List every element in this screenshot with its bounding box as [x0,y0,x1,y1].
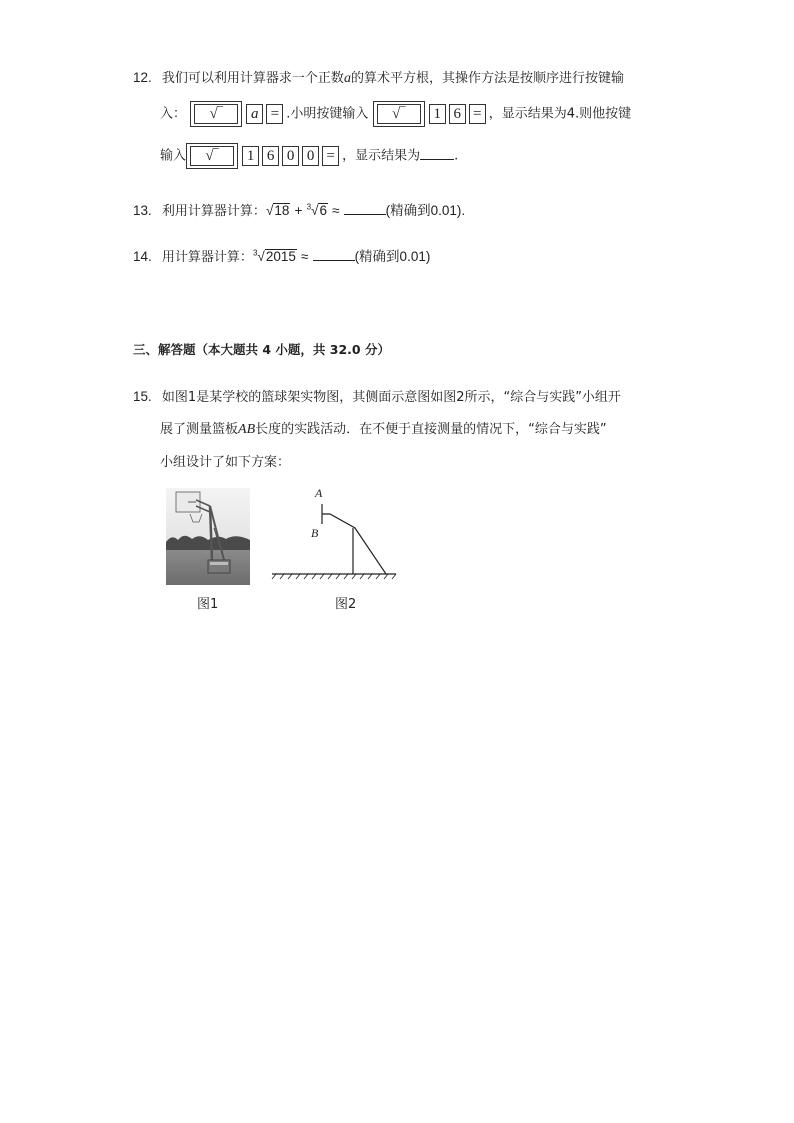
q15-line3 [160,451,290,470]
section-3-title: 三、解答题（本大题共 4 小题，共 32.0 分） [133,342,390,357]
figure-2-label-a: A [315,486,323,500]
key-sqrt: √‾ [194,104,238,124]
key-sqrt-frame-2 [373,101,425,127]
key-equals-2: = [469,104,486,124]
q13-root-index: 3 [306,202,312,212]
figure-1-photo [166,488,250,585]
q14-answer-blank [313,259,355,261]
q13-text: 利用计算器计算： [161,204,266,219]
q13-line [133,199,465,219]
q15-number: 15. [133,389,152,404]
figure-2-diagram [268,484,398,580]
q12-line2 [160,101,631,128]
key-1-b: 1 [242,146,259,166]
support-arm [322,514,386,574]
q13-sqrt-sign: √ [265,203,274,218]
figure-2-caption: 图2 [335,597,357,612]
q12-var-a: a [343,71,351,86]
key-1: 1 [429,104,446,124]
q12-line3 [160,143,458,170]
q12-number: 12. [133,70,152,85]
q13-plus: + [294,203,303,218]
q13-sqrt-sign-2: √ [311,203,319,218]
figure-2-label-b: B [311,526,319,540]
q15-text-3: 小组设计了如下方案： [160,455,291,470]
key-6-b: 6 [262,146,279,166]
q13-radicand-2: 6 [319,203,327,218]
q12-line1 [133,67,624,87]
q15-line1 [133,386,621,405]
q12-line3-end: . [454,148,459,164]
q12-answer-blank [420,158,454,160]
key-sqrt-frame [190,101,242,127]
q14-line [133,245,430,265]
figure-1-caption: 图1 [197,597,219,612]
q12-line2-mid: .小明按键输入 [286,106,369,122]
photo-base [208,560,230,573]
q14-number: 14. [133,249,152,264]
key-6: 6 [449,104,466,124]
key-0-a: 0 [282,146,299,166]
key-sqrt-3: √‾ [190,146,234,166]
q14-root-index: 3 [252,248,258,258]
q12-text-1: 我们可以利用计算器求一个正数 [161,71,344,86]
q13-answer-blank [344,213,386,215]
q14-radicand: 2015 [265,249,296,264]
q12-line2-prefix: 入： [160,106,187,122]
q12-line2-tail: ，显示结果为4.则他按键 [488,106,632,122]
q13-tail: (精确到0.01). [385,203,466,218]
q15-line2 [160,418,607,438]
ground-hatching [272,574,396,579]
q12-line3-prefix: 输入 [160,148,187,164]
key-a: a [246,104,263,124]
key-0-b: 0 [302,146,319,166]
q14-approx: ≈ [301,249,309,264]
q13-approx: ≈ [332,203,340,218]
q14-sqrt-sign: √ [257,249,265,264]
key-sqrt-2: √‾ [377,104,421,124]
q14-tail: (精确到0.01) [354,249,431,264]
q13-radicand-1: 18 [274,203,290,218]
q12-line3-tail: ，显示结果为 [342,148,421,164]
q15-text-1: 如图1是某学校的篮球架实物图，其侧面示意图如图2所示，“综合与实践”小组开 [161,390,621,405]
q15-text-2b: 长度的实践活动．在不便于直接测量的情况下，“综合与实践” [255,422,607,437]
key-equals-3: = [322,146,339,166]
key-equals: = [266,104,283,124]
q15-text-2a: 展了测量篮板 [160,422,239,437]
q15-var-ab: AB [238,422,256,437]
key-sqrt-frame-3 [186,143,238,169]
q12-text-1-tail: 的算术平方根，其操作方法是按顺序进行按键输 [350,71,624,86]
q13-number: 13. [133,203,152,218]
q14-text: 用计算器计算： [161,250,253,265]
